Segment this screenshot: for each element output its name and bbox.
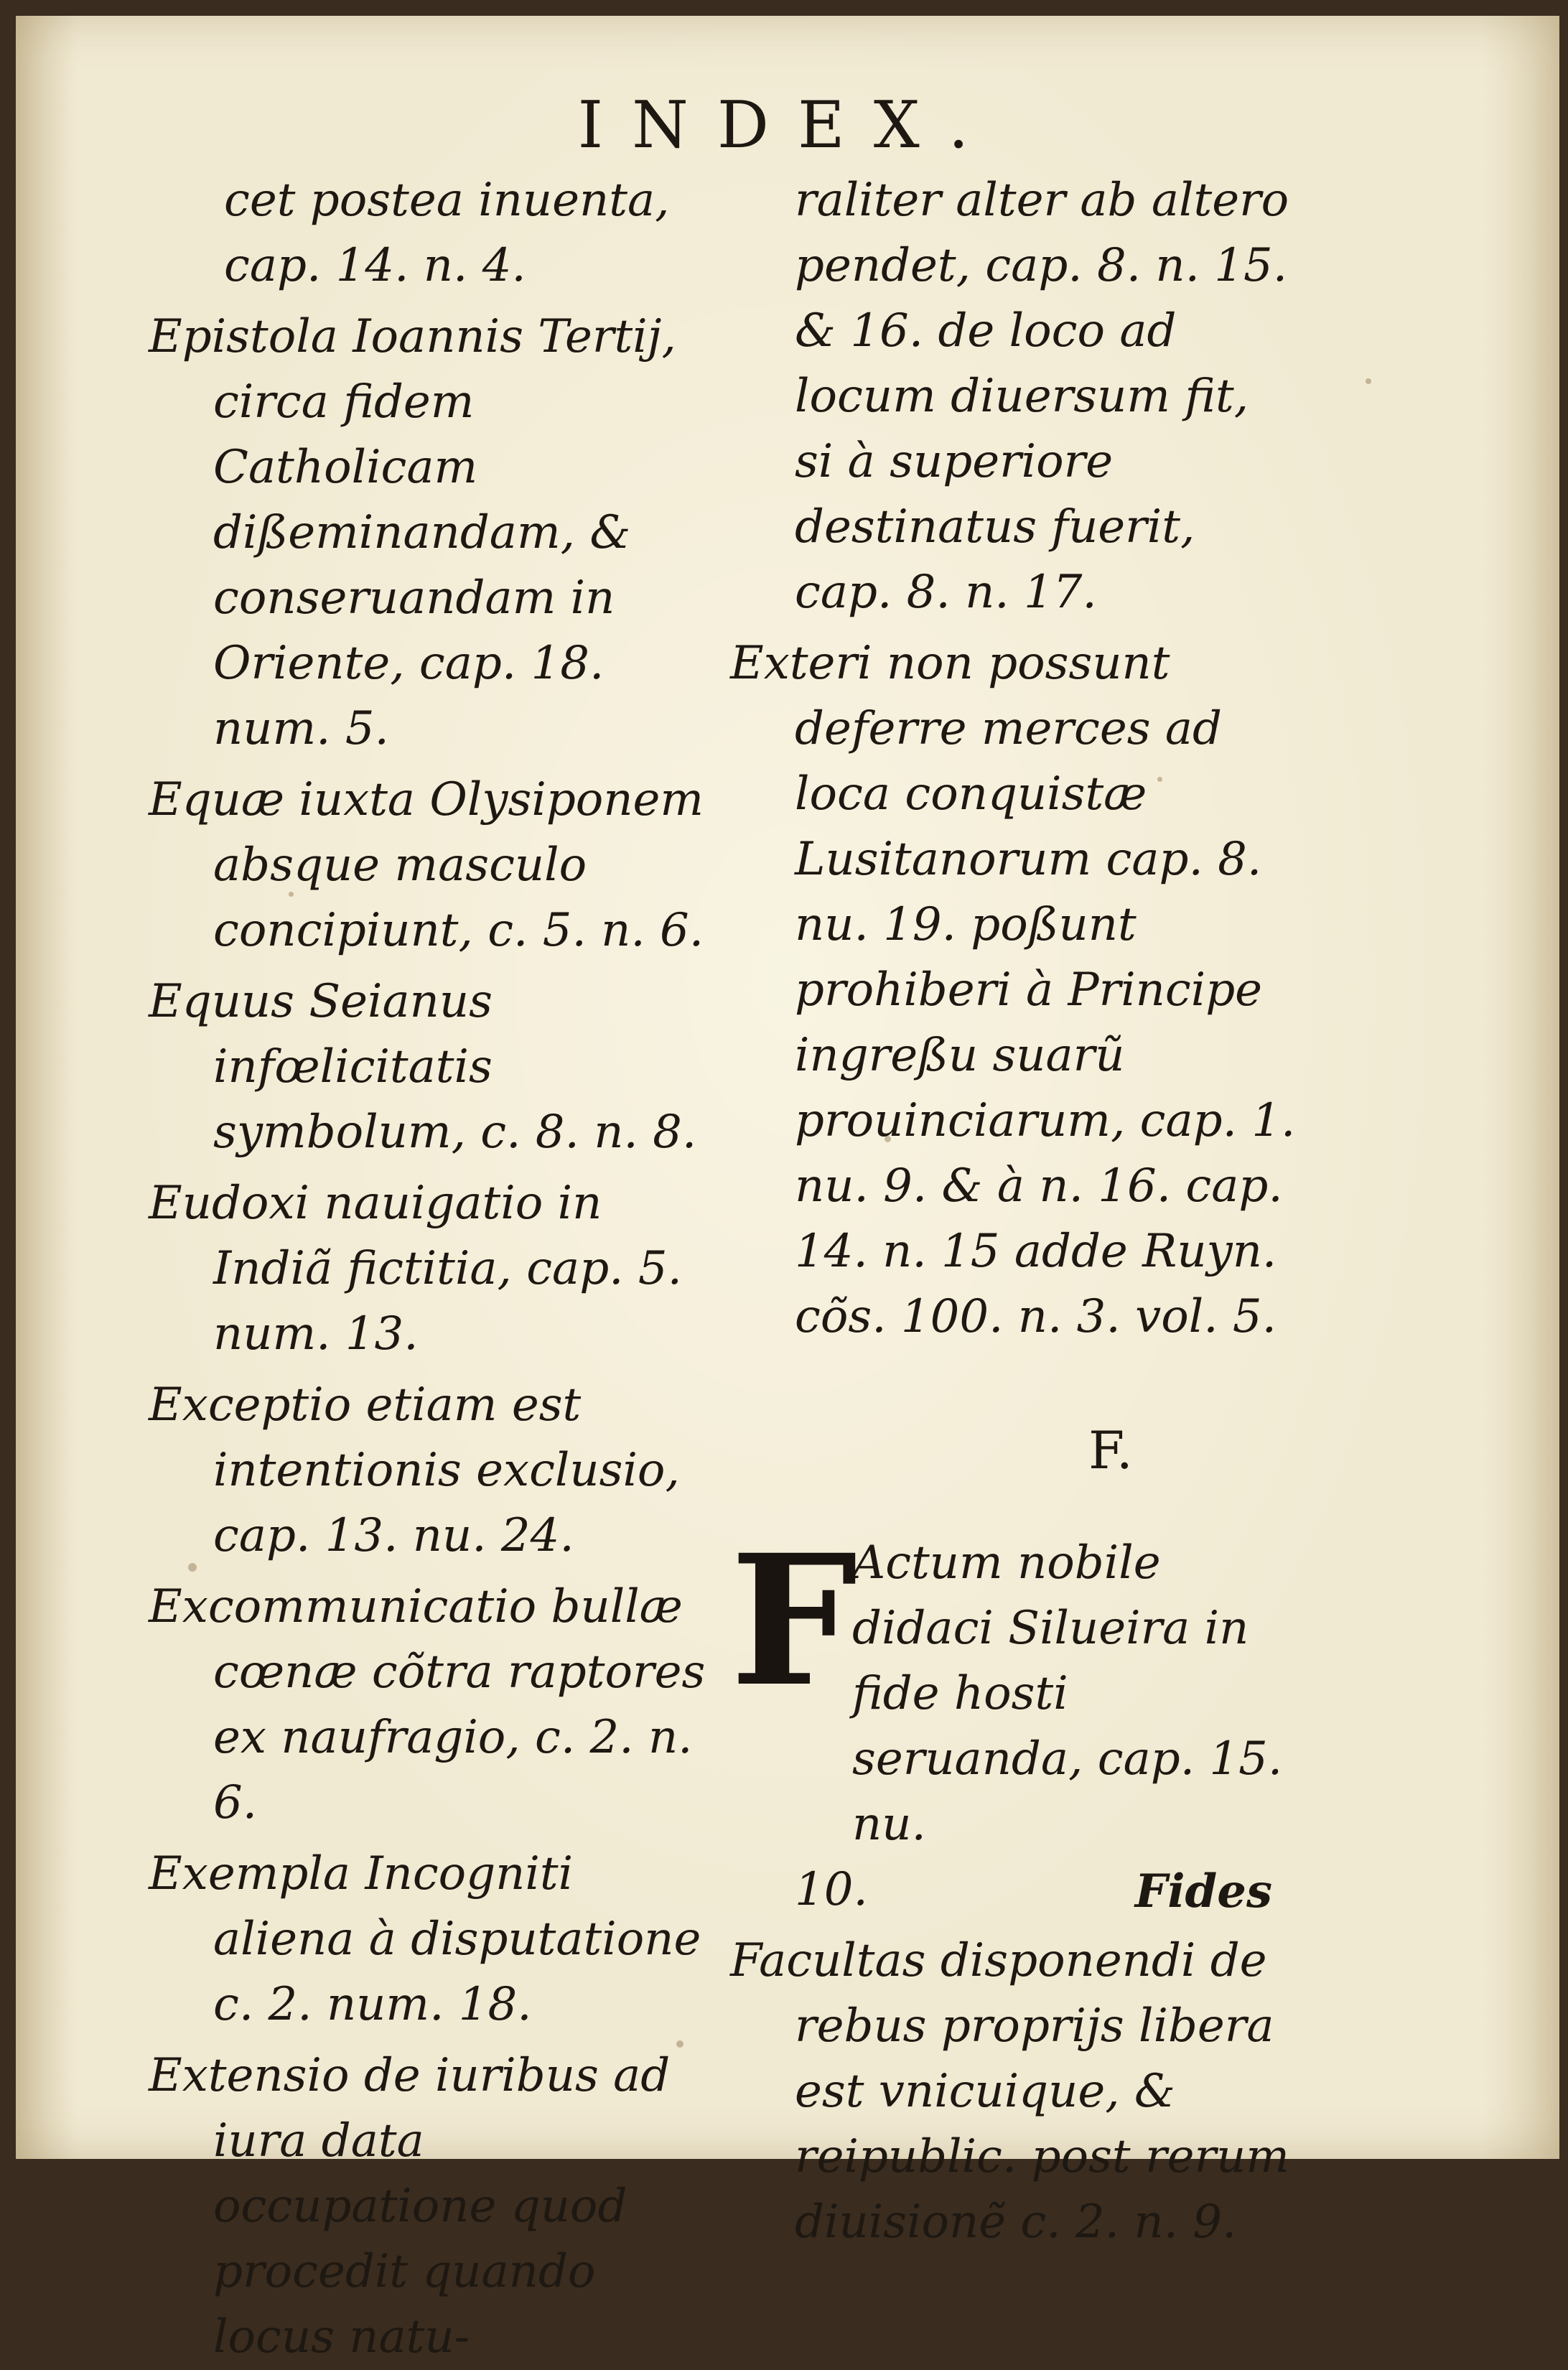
book-page xyxy=(16,16,1559,2364)
index-entry: Epistola Ioannis Tertij, circa fidem Catholicam dißeminandam, & conseruandam in Oriente, cap. 18. num. 5. xyxy=(149,310,676,755)
left-column xyxy=(149,168,716,2370)
foxing-spot xyxy=(676,2040,683,2048)
index-entry-continuation: 10. xyxy=(795,1863,868,1916)
index-entry: Actum nobile didaci Silueira in fide hosti seruanda, cap. 15. nu. xyxy=(852,1536,1283,1851)
index-entry: Eudoxi nauigatio in Indiã fictitia, cap. 5. num. 13. xyxy=(149,1177,682,1361)
drop-cap: F xyxy=(730,1515,858,1726)
index-entry: Equæ iuxta Olysiponem absque masculo concipiunt, c. 5. n. 6. xyxy=(149,773,704,957)
foxing-spot xyxy=(885,1136,891,1142)
index-entry: cet postea inuenta, cap. 14. n. 4. xyxy=(224,174,670,292)
index-entry: Exceptio etiam est intentionis exclusio, cap. 13. nu. 24. xyxy=(149,1378,680,1562)
page-title: INDEX. xyxy=(577,88,998,163)
index-entry: Equus Seianus infœlicitatis symbolum, c. 8. n. 8. xyxy=(149,975,697,1159)
index-entry: raliter alter ab altero pendet, cap. 8. n. 15. & 16. de loco ad locum diuersum fit, si à superiore destinatus fuerit, cap. 8. n. 17. xyxy=(795,174,1289,619)
index-entry: Exteri non possunt deferre merces ad loca conquistæ Lusitanorum cap. 8. nu. 19. poßunt prohiberi à Principe ingreßu suarũ prouinciarum, cap. 1. nu. 9. & à n. 16. cap. 14. n. 15 adde Ruyn. cõs. 100. n. 3. vol. 5. xyxy=(730,637,1296,1343)
index-entry: Excommunicatio bullæ cœnæ cõtra raptores ex naufragio, c. 2. n. 6. xyxy=(149,1580,706,1829)
foxing-spot xyxy=(289,892,294,897)
index-entry: Facultas disponendi de rebus proprijs libera est vnicuique, & reipublic. post rerum diuisionẽ c. 2. n. 9. xyxy=(730,1934,1289,2249)
index-entry: Exempla Incogniti aliena à disputatione c. 2. num. 18. xyxy=(149,1847,701,2031)
catchword: Fides xyxy=(1134,1865,1272,1918)
right-column xyxy=(730,168,1297,2255)
foxing-spot xyxy=(188,1563,197,1572)
index-entry: Extensio de iuribus ad iura data occupatione quod procedit quando locus natu- xyxy=(149,2049,671,2364)
section-letter: F. xyxy=(1088,1420,1133,1480)
foxing-spot xyxy=(1157,777,1162,782)
foxing-spot xyxy=(1366,378,1371,384)
